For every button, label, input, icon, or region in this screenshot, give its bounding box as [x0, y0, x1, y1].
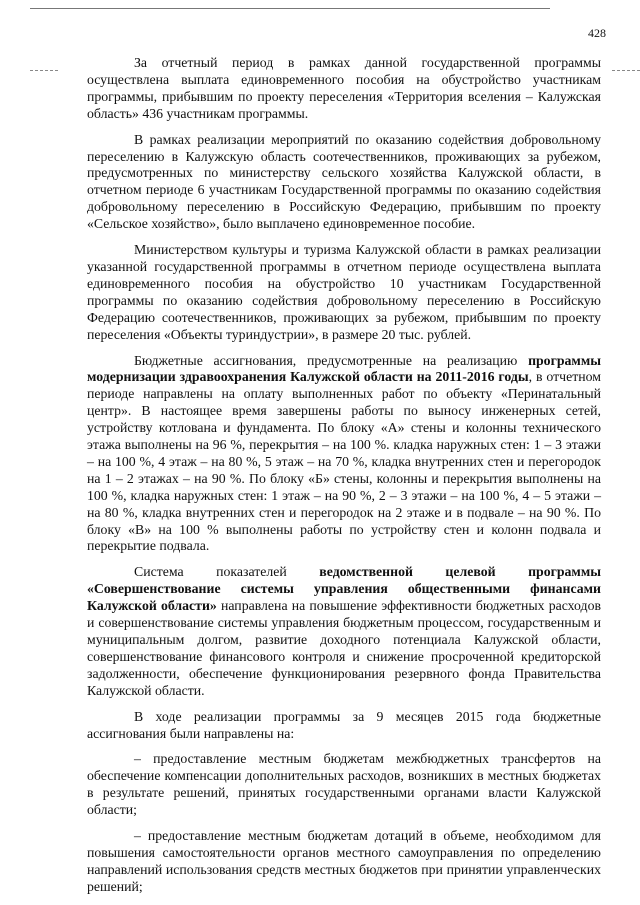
- page-number: 428: [588, 26, 606, 40]
- text-segment: В ходе реализации программы за 9 месяцев 2015 года бюджетные ассигнования были направлены на:: [87, 708, 601, 741]
- text-segment: Бюджетные ассигнования, предусмотренные на реализацию: [134, 352, 529, 368]
- text-segment: Система показателей: [134, 564, 320, 580]
- paragraph-6: [87, 709, 601, 743]
- bold-text-segment: программы модернизации здравоохранения Калужской области на 2011-2016 годы: [87, 352, 601, 385]
- paragraph-1: [87, 55, 601, 123]
- text-segment: – предоставление местным бюджетам межбюджетных трансфертов на обеспечение компенсации дополнительных расходов, возникших в местных бюджетах в результате решений, принятых государственными органами власти Калужской области;: [87, 751, 601, 818]
- scan-mark-left: [30, 70, 58, 71]
- bold-text-segment: ведомственной целевой программы «Совершенствование системы управления общественными финансами Калужской области»: [87, 564, 601, 614]
- text-segment: В рамках реализации мероприятий по оказанию содействия добровольному переселению в Калужскую область соотечественников, проживающих за рубежом, предусмотренных по министерству сельского хозяйства Калужской области, в отчетном периоде 6 участникам Государственной программы по оказанию содействия добровольному переселению в Российскую Федерацию, прибывшим по проекту «Сельское хозяйство», было выплачено единовременное пособие.: [87, 131, 601, 232]
- paragraph-5: [87, 564, 601, 699]
- text-segment: направлена на повышение эффективности бюджетных расходов и совершенствование системы управления бюджетным процессом, государственным и муниципальным долгом, развитие доходного потенциала Калужской области, совершенствование финансового контроля и снижение просроченной кредиторской задолженности, обеспечение функционирования резервного фонда Правительства Калужской области.: [87, 598, 601, 698]
- paragraph-8: [87, 828, 601, 896]
- paragraph-2: [87, 132, 601, 233]
- text-segment: За отчетный период в рамках данной государственной программы осуществлена выплата единовременного пособия на обустройство участникам программы, прибывшим по проекту переселения «Территория вселения – Калужская область» 436 участникам программы.: [87, 55, 601, 121]
- text-segment: – предоставление местным бюджетам дотаций в объеме, необходимом для повышения самостоятельности органов местного самоуправления по определению направлений использования средств местных бюджетов при принятии управленческих решений;: [87, 828, 601, 894]
- scan-mark-right: [612, 70, 640, 71]
- paragraph-4: [87, 353, 601, 556]
- text-segment: Министерством культуры и туризма Калужской области в рамках реализации указанной государственной программы в отчетном периоде осуществлена выплата единовременного пособия на обустройство 10 участникам Государственной программы по оказанию содействия добровольному переселению в Российскую Федерацию соотечественников, проживающих за рубежом, прибывшим по проекту переселения «Объекты туриндустрии», в размере 20 тыс. рублей.: [87, 242, 601, 342]
- scan-top-rule: [30, 8, 550, 9]
- paragraph-7: [87, 751, 601, 819]
- document-body: [87, 55, 601, 905]
- text-segment: , в отчетном периоде направлены на оплату выполненных работ по объекту «Перинатальный центр». В настоящее время завершены работы по выносу инженерных сетей, устройству котлована и фундамента. По блоку «А» стены и колонны технического этажа выполнены на 96 %, перекрытия – на 100 %. кладка наружных стен: 1 – 3 этажи – на 100 %, 4 этаж – на 80 %, 5 этаж – на 70 %, кладка внутренних стен и перегородок на 1 – 2 этажах – на 90 %. По блоку «Б» стены, колонны и перекрытия выполнены на 100 %, кладка наружных стен: 1 этаж – на 90 %, 2 – 3 этажи – на 100 %, 4 – 5 этажи – на 80 %, кладка внутренних стен и перегородок на 2 этаже и в подвале – на 90 %. По блоку «В» на 100 % выполнены работы по устройству стен и колонн подвала и перекрытие подвала.: [87, 369, 602, 554]
- paragraph-3: [87, 242, 601, 343]
